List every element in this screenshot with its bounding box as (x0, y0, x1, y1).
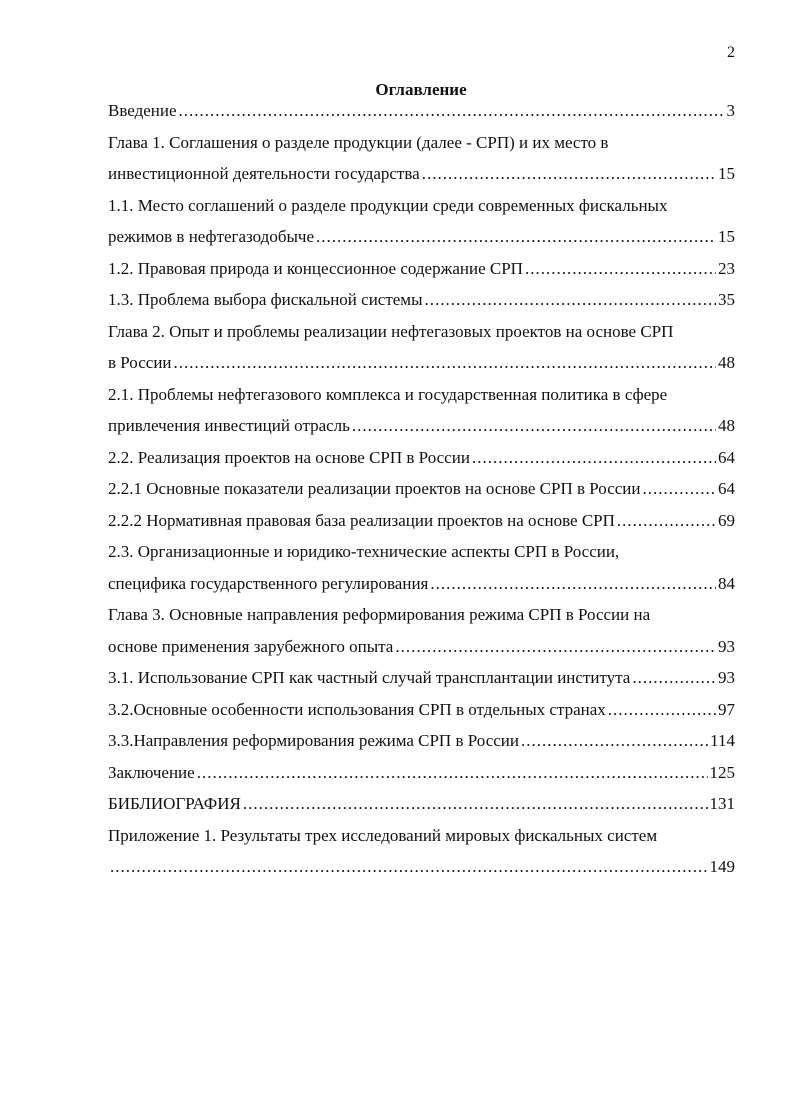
toc-line (108, 662, 735, 694)
toc-line (108, 694, 735, 726)
toc-line (108, 757, 735, 789)
dot-leader (179, 95, 725, 127)
toc-page-number: 93 (718, 668, 735, 687)
toc-entry-text: Заключение (108, 762, 195, 782)
dot-leader (395, 631, 716, 663)
toc-page-number: 23 (718, 258, 735, 278)
toc-line (108, 221, 735, 253)
toc-page-number: 64 (718, 447, 735, 467)
table-of-contents (108, 95, 735, 883)
toc-entry-text: 2.1. Проблемы нефтегазового комплекса и государственная политика в сфере (108, 384, 668, 404)
dot-leader (617, 505, 716, 537)
toc-page-number: 48 (718, 353, 735, 372)
toc-page-number: 131 (709, 794, 735, 813)
toc-line (108, 410, 735, 442)
toc-entry-text: в России (108, 353, 172, 372)
dot-leader (352, 410, 716, 442)
page-number: 2 (727, 44, 735, 61)
toc-page-number: 97 (718, 699, 735, 719)
toc-entry-text: 2.2.2 Нормативная правовая база реализации проектов на основе СРП (108, 510, 615, 530)
toc-entry-text: Глава 3. Основные направления реформирования режима СРП в России на (108, 605, 651, 624)
toc-line (108, 253, 735, 285)
dot-leader (243, 788, 708, 820)
toc-line (108, 442, 735, 474)
dot-leader (174, 347, 716, 379)
toc-page-number: 114 (710, 731, 735, 750)
toc-entry-text: режимов в нефтегазодобыче (108, 227, 315, 246)
dot-leader (430, 568, 716, 600)
toc-page-number: 84 (718, 573, 735, 593)
dot-leader (525, 253, 716, 285)
toc-line (108, 190, 735, 222)
toc-page-number: 48 (718, 416, 735, 435)
dot-leader (110, 851, 708, 883)
toc-line (108, 820, 735, 852)
toc-line (108, 95, 735, 127)
dot-leader (643, 473, 716, 505)
toc-line (108, 473, 735, 505)
toc-entry-text: 3.2.Основные особенности использования СРП в отдельных странах (108, 699, 606, 719)
toc-title: Оглавление (375, 80, 467, 99)
toc-page-number: 93 (718, 636, 735, 656)
toc-line (108, 158, 735, 190)
toc-page-number: 69 (718, 510, 735, 530)
toc-entry-text: 2.2.1 Основные показатели реализации проектов на основе СРП в России (108, 479, 641, 498)
toc-line (108, 347, 735, 379)
toc-entry-text: Глава 2. Опыт и проблемы реализации нефтегазовых проектов на основе СРП (108, 321, 674, 341)
dot-leader (608, 694, 716, 726)
toc-line (108, 505, 735, 537)
toc-entry-text: БИБЛИОГРАФИЯ (108, 794, 241, 813)
dot-leader (472, 442, 716, 474)
dot-leader (521, 725, 708, 757)
toc-page-number: 35 (718, 290, 735, 309)
toc-page-number: 15 (718, 164, 735, 183)
toc-page-number: 149 (709, 857, 735, 876)
toc-entry-text: 3.1. Использование СРП как частный случай трансплантации института (108, 668, 631, 687)
toc-entry-text: основе применения зарубежного опыта (108, 636, 394, 656)
toc-line (108, 284, 735, 316)
toc-line (108, 568, 735, 600)
toc-entry-text: 1.3. Проблема выбора фискальной системы (108, 290, 423, 309)
toc-entry-text: Приложение 1. Результаты трех исследований мировых фискальных систем (108, 825, 658, 845)
toc-line (108, 725, 735, 757)
dot-leader (425, 284, 717, 316)
toc-entry-text: инвестиционной деятельности государства (108, 164, 420, 183)
toc-line (108, 379, 735, 411)
dot-leader (316, 221, 716, 253)
toc-line (108, 788, 735, 820)
toc-line (108, 536, 735, 568)
toc-line (108, 599, 735, 631)
dot-leader (632, 662, 716, 694)
toc-entry-text: 2.2. Реализация проектов на основе СРП в России (108, 447, 470, 467)
toc-entry-text: 3.3.Направления реформирования режима СРП в России (108, 731, 519, 750)
toc-entry-text: привлечения инвестиций отрасль (108, 416, 350, 435)
dot-leader (197, 757, 708, 789)
toc-entry-text: Глава 1. Соглашения о разделе продукции (далее - СРП) и их место в (108, 132, 609, 152)
toc-entry-text: 2.3. Организационные и юридико-технические аспекты СРП в России, (108, 542, 620, 561)
toc-line (108, 851, 735, 883)
toc-page-number: 64 (718, 479, 735, 498)
toc-page-number: 3 (726, 101, 735, 120)
toc-entry-text: специфика государственного регулирования (108, 573, 429, 593)
toc-entry-text: Введение (108, 101, 177, 120)
toc-line (108, 631, 735, 663)
toc-entry-text: 1.1. Место соглашений о разделе продукции среди современных фискальных (108, 195, 668, 215)
toc-entry-text: 1.2. Правовая природа и концессионное содержание СРП (108, 258, 523, 278)
toc-line (108, 316, 735, 348)
toc-page-number: 15 (718, 227, 735, 246)
dot-leader (422, 158, 716, 190)
toc-page-number: 125 (709, 762, 735, 782)
toc-line (108, 127, 735, 159)
